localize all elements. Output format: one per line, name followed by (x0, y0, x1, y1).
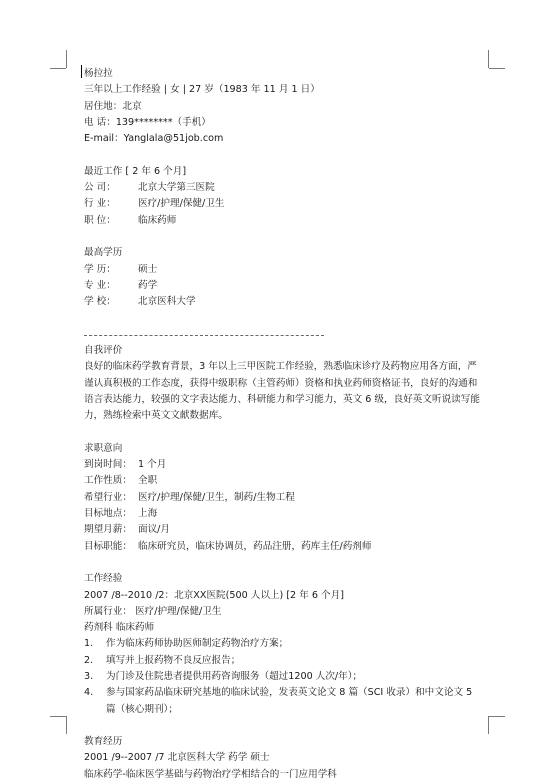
recent-job-industry (84, 196, 484, 212)
work-period: 2007 /8--2010 /2：北京XX医院(500 人以上) [2 年 6 个月] (84, 589, 344, 601)
field-value: 临床研究员，临床协调员，药品注册，药库主任/药剂师 (138, 540, 372, 552)
field-label: 目标职能： (84, 540, 132, 552)
field-label: 行 业： (84, 198, 116, 210)
intent-industry (84, 490, 484, 506)
field-value: 医疗/护理/保健/卫生，制药/生物工程 (138, 491, 295, 503)
residence: 居住地：北京 (84, 100, 142, 112)
field-label: 到岗时间： (84, 459, 132, 471)
list-text: 参与国家药品临床研究基地的临床试验，发表英文论文 8 篇（SCI 收录）和中文论文 5 篇（核心期刊）； (106, 687, 473, 715)
phone: 电 话：139********（手机） (84, 116, 211, 128)
education-major-desc: 临床药学-临床医学基础与药物治疗学相结合的一门应用学科 (84, 768, 337, 780)
field-value: 医疗/护理/保健/卫生 (138, 198, 225, 210)
crop-mark-bottom-right-v (488, 716, 489, 734)
field-value: 面议/月 (138, 524, 171, 536)
list-text: 作为临床药师协助医师制定药物治疗方案； (106, 638, 289, 650)
education-major (84, 278, 484, 294)
work-industry: 所属行业： 医疗/护理/保健/卫生 (84, 605, 222, 617)
field-label: 目标地点： (84, 508, 132, 520)
field-label: 职 位： (84, 214, 116, 226)
recent-job-position (84, 213, 484, 229)
field-label: 学 历： (84, 263, 116, 275)
list-item (84, 669, 484, 685)
education-degree (84, 262, 484, 278)
field-value: 1 个月 (138, 459, 167, 471)
education-top-heading: 最高学历 (84, 247, 123, 259)
list-item (84, 653, 484, 669)
intent-heading: 求职意向 (84, 442, 123, 454)
list-number: 4. (84, 687, 94, 699)
field-label: 期望月薪： (84, 524, 132, 536)
intent-function (84, 539, 484, 555)
email: E-mail：Yanglala@51job.com (84, 133, 224, 145)
list-item (84, 685, 484, 718)
crop-mark-bottom-right-h (489, 716, 505, 717)
candidate-summary: 三年以上工作经验 | 女 | 27 岁（1983 年 11 月 1 日） (84, 84, 320, 96)
field-label: 希望行业： (84, 491, 132, 503)
list-item (84, 636, 484, 652)
work-heading: 工作经验 (84, 573, 123, 585)
crop-mark-top-left-h (50, 68, 66, 69)
recent-job-heading: 最近工作 [ 2 年 6 个月] (84, 165, 187, 177)
work-duties-list (84, 636, 484, 717)
intent-salary (84, 522, 484, 538)
list-number: 2. (84, 654, 94, 666)
list-text: 为门诊及住院患者提供用药咨询服务（超过1200 人次/年）； (106, 670, 363, 682)
self-eval-heading: 自我评价 (84, 345, 123, 357)
intent-location (84, 506, 484, 522)
intent-start (84, 457, 484, 473)
list-number: 3. (84, 670, 94, 682)
field-value: 药学 (138, 279, 158, 291)
crop-mark-top-left-v (66, 50, 67, 68)
field-label: 公 司： (84, 182, 116, 194)
education-period: 2001 /9--2007 /7 北京医科大学 药学 硕士 (84, 752, 270, 764)
field-value: 硕士 (138, 263, 158, 275)
resume-content[interactable] (84, 66, 484, 783)
candidate-name: 杨拉拉 (84, 68, 113, 79)
field-label: 工作性质： (84, 475, 132, 487)
field-label: 学 校： (84, 296, 116, 308)
field-value: 全职 (138, 475, 158, 487)
crop-mark-bottom-left-v (66, 716, 67, 734)
section-divider (84, 327, 484, 343)
field-value: 北京大学第三医院 (138, 182, 215, 194)
self-eval-text: 良好的临床药学教育背景，3 年以上三甲医院工作经验，熟悉临床诊疗及药物应用各方面，严谨认真积极的工作态度，获得中级职称（主管药师）资格和执业药师资格证书，良好的沟通和语言表达能力，较强的文字表达能力、科研能力和学习能力，英文 6 级，良好英文听说读写能力，熟练检索中英文文献数据库。 (84, 361, 480, 422)
intent-type (84, 473, 484, 489)
crop-mark-bottom-left-h (50, 716, 66, 717)
text-cursor (81, 65, 82, 78)
field-value: 上海 (138, 508, 158, 520)
work-dept: 药剂科 临床药师 (84, 622, 155, 634)
education-heading: 教育经历 (84, 736, 123, 748)
education-school (84, 294, 484, 310)
crop-mark-top-right-v (488, 50, 489, 68)
list-number: 1. (84, 638, 94, 650)
recent-job-company (84, 180, 484, 196)
list-text: 填写并上报药物不良反应报告； (106, 654, 241, 666)
field-value: 北京医科大学 (138, 296, 196, 308)
field-label: 专 业： (84, 279, 116, 291)
field-value: 临床药师 (138, 214, 177, 226)
crop-mark-top-right-h (489, 68, 505, 69)
